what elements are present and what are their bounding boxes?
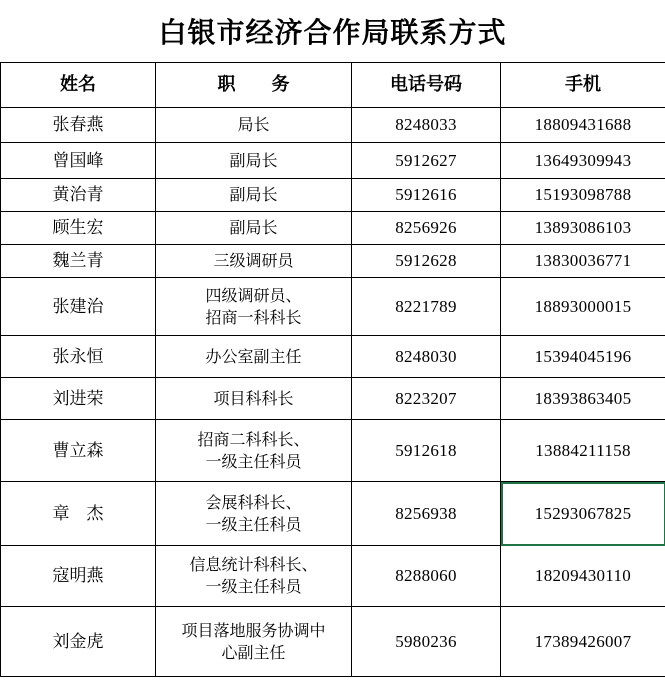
table-row [1,378,665,420]
duty-cell[interactable]: 办公室副主任 [156,336,352,378]
table-row [1,607,665,677]
duty-cell[interactable]: 四级调研员、 招商一科科长 [156,278,352,336]
table-row [1,546,665,607]
name-cell[interactable]: 寇明燕 [1,546,156,607]
name-cell[interactable]: 黄治青 [1,179,156,212]
page-title: 白银市经济合作局联系方式 [158,16,507,49]
name-cell[interactable]: 曹立森 [1,420,156,482]
table-row [1,212,665,245]
header-mobile[interactable]: 手机 [501,63,665,108]
phone-cell[interactable]: 8288060 [352,546,501,607]
phone-cell[interactable]: 5912618 [352,420,501,482]
table-row [1,482,665,546]
duty-cell[interactable]: 会展科科长、 一级主任科员 [156,482,352,546]
mobile-cell[interactable]: 17389426007 [501,607,665,677]
header-phone[interactable]: 电话号码 [352,63,501,108]
phone-cell[interactable]: 8248030 [352,336,501,378]
mobile-cell[interactable]: 15394045196 [501,336,665,378]
name-cell[interactable]: 刘进荣 [1,378,156,420]
table-row [1,108,665,143]
mobile-cell-selected[interactable]: 15293067825 [501,482,665,546]
name-cell[interactable]: 曾国峰 [1,143,156,179]
table-row [1,245,665,278]
phone-cell[interactable]: 5912616 [352,179,501,212]
table-header-row [1,63,665,108]
phone-cell[interactable]: 8256926 [352,212,501,245]
table-row [1,278,665,336]
name-cell[interactable]: 章 杰 [1,482,156,546]
table-row [1,143,665,179]
phone-cell[interactable]: 8248033 [352,108,501,143]
table-row [1,336,665,378]
mobile-cell[interactable]: 15193098788 [501,179,665,212]
header-duty[interactable]: 职 务 [156,63,352,108]
name-cell[interactable]: 张建治 [1,278,156,336]
duty-cell[interactable]: 副局长 [156,143,352,179]
phone-cell[interactable]: 5912628 [352,245,501,278]
phone-cell[interactable]: 8256938 [352,482,501,546]
mobile-cell[interactable]: 18893000015 [501,278,665,336]
mobile-cell[interactable]: 13649309943 [501,143,665,179]
name-cell[interactable]: 张春燕 [1,108,156,143]
mobile-cell[interactable]: 18809431688 [501,108,665,143]
name-cell[interactable]: 张永恒 [1,336,156,378]
table-row [1,179,665,212]
mobile-cell[interactable]: 18393863405 [501,378,665,420]
duty-cell[interactable]: 项目落地服务协调中 心副主任 [156,607,352,677]
duty-cell[interactable]: 信息统计科科长、 一级主任科员 [156,546,352,607]
duty-cell[interactable]: 招商二科科长、 一级主任科员 [156,420,352,482]
header-name[interactable]: 姓名 [1,63,156,108]
name-cell[interactable]: 顾生宏 [1,212,156,245]
mobile-cell[interactable]: 18209430110 [501,546,665,607]
mobile-cell[interactable]: 13830036771 [501,245,665,278]
name-cell[interactable]: 魏兰青 [1,245,156,278]
duty-cell[interactable]: 三级调研员 [156,245,352,278]
mobile-cell[interactable]: 13884211158 [501,420,665,482]
contact-table [0,62,665,677]
phone-cell[interactable]: 8223207 [352,378,501,420]
phone-cell[interactable]: 5912627 [352,143,501,179]
duty-cell[interactable]: 项目科科长 [156,378,352,420]
name-cell[interactable]: 刘金虎 [1,607,156,677]
table-row [1,420,665,482]
mobile-cell[interactable]: 13893086103 [501,212,665,245]
duty-cell[interactable]: 副局长 [156,179,352,212]
duty-cell[interactable]: 副局长 [156,212,352,245]
phone-cell[interactable]: 5980236 [352,607,501,677]
phone-cell[interactable]: 8221789 [352,278,501,336]
duty-cell[interactable]: 局长 [156,108,352,143]
